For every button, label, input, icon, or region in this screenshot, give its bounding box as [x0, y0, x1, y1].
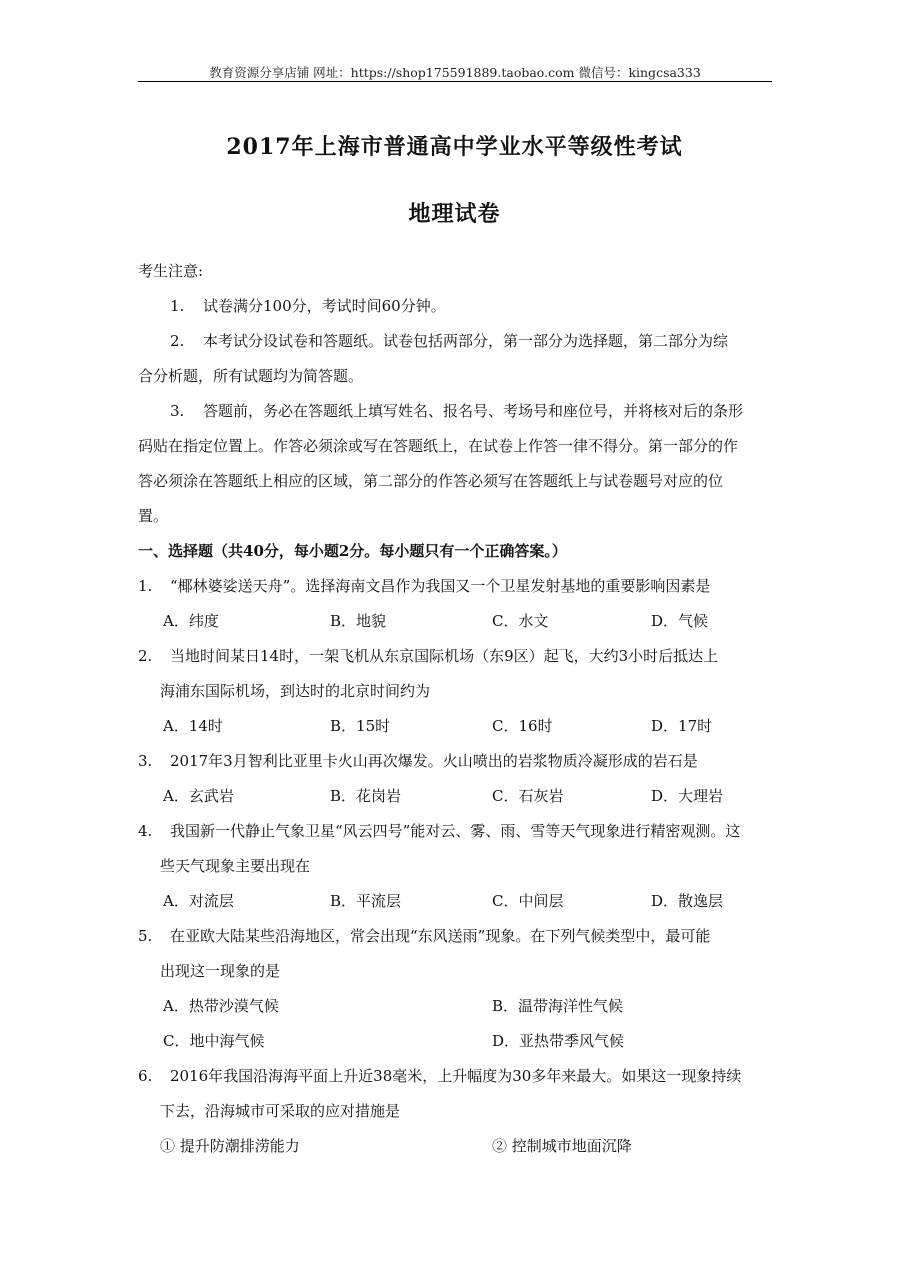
question-text: 2017年3月智利比亚里卡火山再次爆发。火山喷出的岩浆物质冷凝形成的岩石是	[170, 752, 698, 770]
question-text: “椰林婆娑送天舟”。选择海南文昌作为我国又一个卫星发射基地的重要影响因素是	[170, 577, 711, 595]
option: D．散逸层	[651, 892, 724, 910]
option: C．16时	[492, 717, 553, 735]
option: B．花岗岩	[330, 787, 402, 805]
option: D．亚热带季风气候	[492, 1032, 625, 1050]
notice-number: 3.	[170, 402, 185, 420]
header-rule	[138, 81, 772, 82]
notice-text: 置。	[138, 507, 169, 525]
question-text: 海浦东国际机场，到达时的北京时间约为	[160, 682, 431, 700]
option: C．中间层	[492, 892, 564, 910]
option: A．14时	[163, 717, 223, 735]
notice-heading: 考生注意:	[138, 262, 204, 280]
option: A．热带沙漠气候	[163, 997, 279, 1015]
notice-number: 2.	[170, 332, 185, 350]
option: B．温带海洋性气候	[492, 997, 624, 1015]
option: B．平流层	[330, 892, 402, 910]
option: ① 提升防潮排涝能力	[160, 1137, 300, 1155]
option: D．17时	[651, 717, 713, 735]
section-heading: 一、选择题（共40分，每小题2分。每小题只有一个正确答案。）	[138, 542, 567, 560]
question-text: 些天气现象主要出现在	[160, 857, 311, 875]
notice-number: 1.	[170, 297, 185, 315]
question-number: 6.	[138, 1067, 153, 1085]
option: C．地中海气候	[163, 1032, 265, 1050]
exam-title: 2017年上海市普通高中学业水平等级性考试	[226, 134, 683, 160]
option: D．大理岩	[651, 787, 724, 805]
question-number: 2.	[138, 647, 153, 665]
notice-text: 合分析题，所有试题均为简答题。	[138, 367, 364, 385]
page-header: 教育资源分享店铺 网址：https://shop175591889.taobao.com 微信号：kingcsa333	[209, 65, 701, 80]
option: A．对流层	[163, 892, 234, 910]
option: A．纬度	[163, 612, 219, 630]
option: A．玄武岩	[163, 787, 234, 805]
option: C．石灰岩	[492, 787, 564, 805]
notice-text: 答必须涂在答题纸上相应的区域，第二部分的作答必须写在答题纸上与试卷题号对应的位	[138, 472, 724, 490]
option: ② 控制城市地面沉降	[492, 1137, 632, 1155]
option: B．地貌	[330, 612, 387, 630]
notice-text: 码贴在指定位置上。作答必须涂或写在答题纸上，在试卷上作答一律不得分。第一部分的作	[138, 437, 739, 455]
option: B．15时	[330, 717, 391, 735]
notice-text: 答题前，务必在答题纸上填写姓名、报名号、考场号和座位号，并将核对后的条形	[203, 402, 744, 420]
question-number: 5.	[138, 927, 153, 945]
question-text: 我国新一代静止气象卫星“风云四号”能对云、雾、雨、雪等天气现象进行精密观测。这	[170, 822, 741, 840]
notice-text: 试卷满分100分，考试时间60分钟。	[203, 297, 446, 315]
exam-subtitle: 地理试卷	[408, 201, 501, 227]
question-text: 在亚欧大陆某些沿海地区，常会出现“东风送雨”现象。在下列气候类型中，最可能	[170, 927, 711, 945]
notice-text: 本考试分设试卷和答题纸。试卷包括两部分，第一部分为选择题，第二部分为综	[203, 332, 729, 350]
option: D．气候	[651, 612, 709, 630]
question-number: 1.	[138, 577, 153, 595]
question-number: 4.	[138, 822, 153, 840]
question-number: 3.	[138, 752, 153, 770]
option: C．水文	[492, 612, 549, 630]
question-text: 出现这一现象的是	[160, 962, 281, 980]
question-text: 2016年我国沿海海平面上升近38毫米，上升幅度为30多年来最大。如果这一现象持续	[170, 1067, 742, 1085]
question-text: 当地时间某日14时，一架飞机从东京国际机场（东9区）起飞，大约3小时后抵达上	[170, 647, 719, 665]
question-text: 下去，沿海城市可采取的应对措施是	[160, 1102, 401, 1120]
